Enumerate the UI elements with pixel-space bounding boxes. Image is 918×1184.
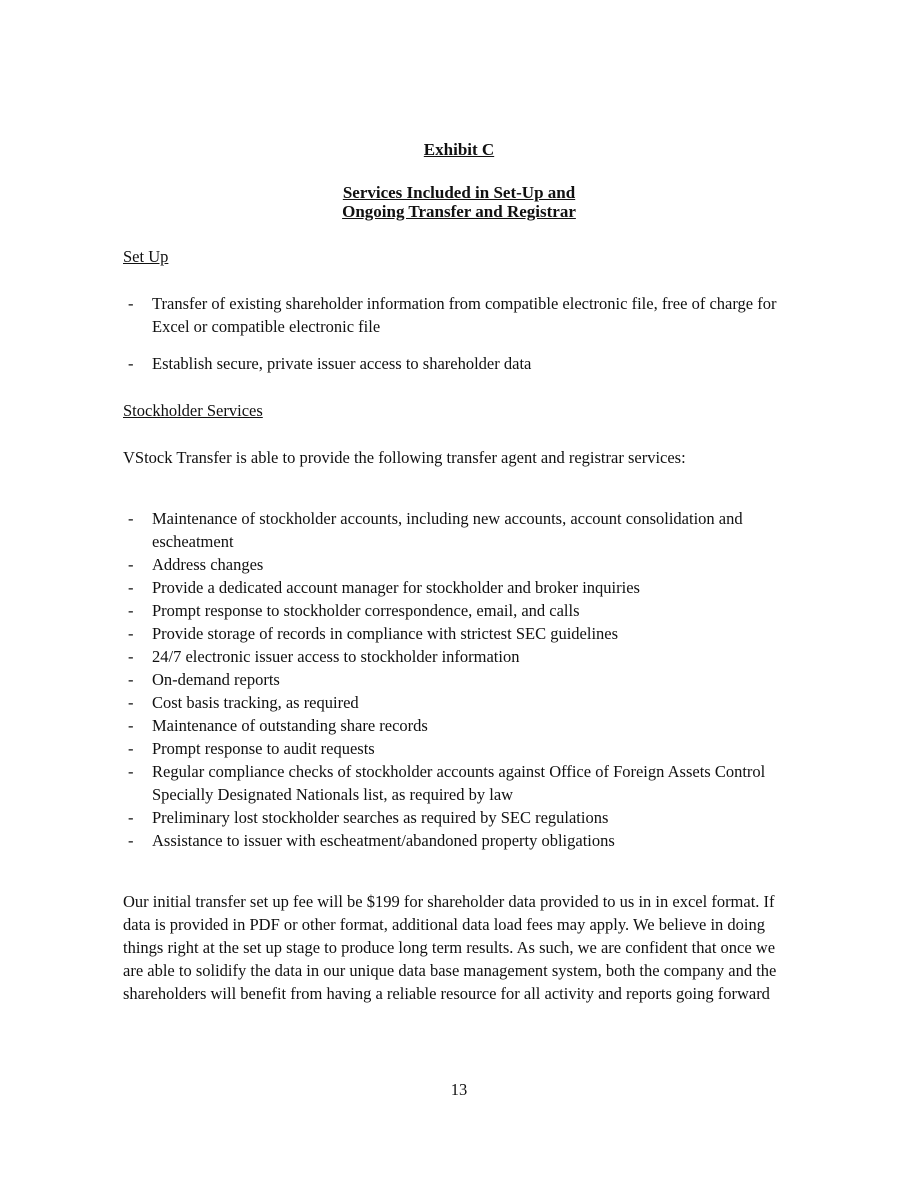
document-content xyxy=(123,138,795,1005)
document-subtitle xyxy=(123,183,795,221)
list-item: - Transfer of existing shareholder information from compatible electronic file, free of charge for Excel or compatible electronic file xyxy=(123,292,795,338)
list-item: - Establish secure, private issuer access to shareholder data xyxy=(123,352,795,375)
list-item: - Maintenance of outstanding share records xyxy=(123,714,795,737)
list-item: - On-demand reports xyxy=(123,668,795,691)
subtitle-line-1: Services Included in Set-Up and xyxy=(342,183,576,202)
subtitle-line-2: Ongoing Transfer and Registrar xyxy=(342,202,576,221)
page-number: 13 xyxy=(450,1080,468,1099)
list-item: - Maintenance of stockholder accounts, including new accounts, account consolidation and escheatment xyxy=(123,507,795,553)
list-item: - 24/7 electronic issuer access to stockholder information xyxy=(123,645,795,668)
spacer xyxy=(123,493,795,507)
list-item: - Cost basis tracking, as required xyxy=(123,691,795,714)
list-item: - Address changes xyxy=(123,553,795,576)
spacer xyxy=(123,876,795,890)
list-item: - Provide a dedicated account manager for stockholder and broker inquiries xyxy=(123,576,795,599)
stockholder-services-heading: Stockholder Services xyxy=(123,401,263,420)
setup-heading: Set Up xyxy=(123,247,169,266)
list-item: - Assistance to issuer with escheatment/abandoned property obligations xyxy=(123,829,795,852)
list-item: - Preliminary lost stockholder searches as required by SEC regulations xyxy=(123,806,795,829)
list-item: - Prompt response to stockholder correspondence, email, and calls xyxy=(123,599,795,622)
exhibit-title: Exhibit C xyxy=(423,140,495,159)
closing-paragraph: Our initial transfer set up fee will be $199 for shareholder data provided to us in in excel format. If data is provided in PDF or other format, additional data load fees may apply. We believe in doing things right at the set up stage to produce long term results. As such, we are confident that once we are able to solidify the data in our unique data base management system, both the company and the shareholders will benefit from having a reliable resource for all activity and reports going forward xyxy=(123,892,777,1003)
setup-list xyxy=(123,292,795,375)
services-intro-paragraph: VStock Transfer is able to provide the following transfer agent and registrar services: xyxy=(123,448,686,467)
list-item: - Prompt response to audit requests xyxy=(123,737,795,760)
services-list xyxy=(123,507,795,852)
list-item: - Provide storage of records in compliance with strictest SEC guidelines xyxy=(123,622,795,645)
list-item: - Regular compliance checks of stockholder accounts against Office of Foreign Assets Control Specially Designated Nationals list, as required by law xyxy=(123,760,795,806)
